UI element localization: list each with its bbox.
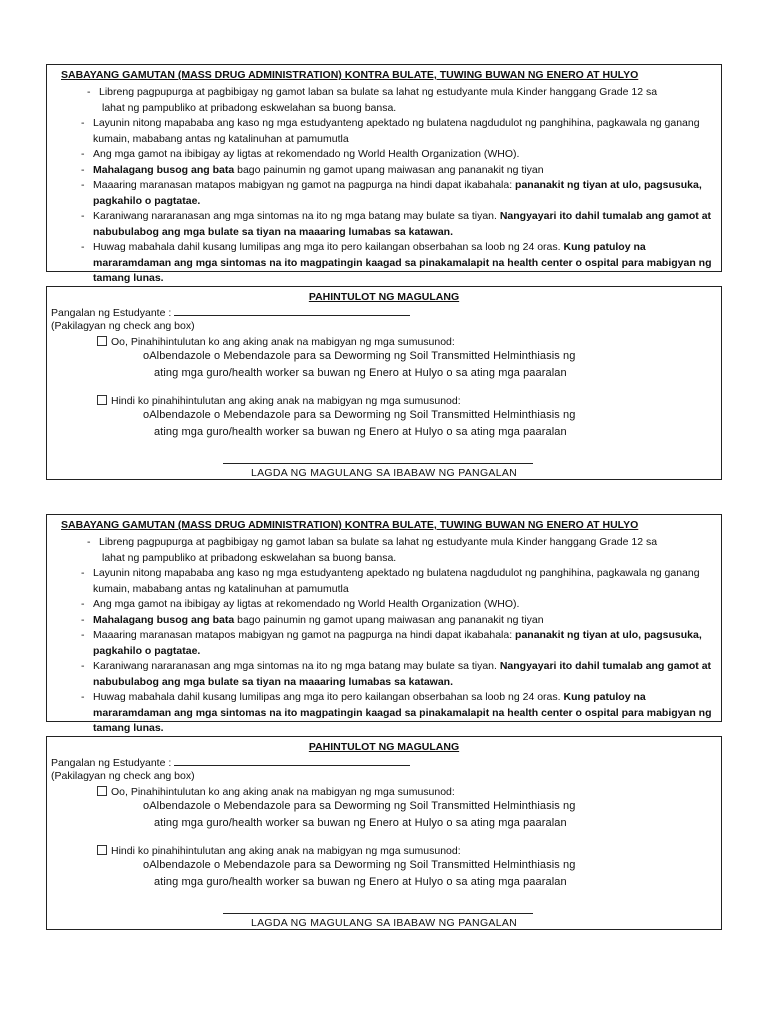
check-note: (Pakilagyan ng check ang box) [51, 770, 195, 782]
info-bullet: - Layunin nitong mapababa ang kaso ng mga estudyanteng apektado ng bulatena nagdudulot ng panghihina, pagkawala ng ganang kumain, mababang antas ng katalinuhan at pamumutla [81, 567, 700, 595]
signature-label: LAGDA NG MAGULANG SA IBABAW NG PANGALAN [250, 467, 518, 479]
info-bullet: - Ang mga gamot na ibibigay ay ligtas at rekomendado ng World Health Organization (WHO). [81, 147, 713, 163]
yes-option: oAlbendazole o Mebendazole para sa Deworming ng Soil Transmitted Helminthiasis ng ating mga guro/health worker sa buwan ng Enero at Hulyo o sa ating mga paaralan [143, 800, 576, 829]
consent-box [46, 286, 722, 480]
info-bullets [81, 85, 713, 287]
consent-no: Hindi ko pinahihintulutan ang aking anak na mabigyan ng mga sumusunod: [97, 845, 461, 857]
info-title: SABAYANG GAMUTAN (MASS DRUG ADMINISTRATION) KONTRA BULATE, TUWING BUWAN NG ENERO AT HULYO [61, 69, 639, 81]
dash-icon: - [81, 629, 85, 641]
info-bullet: - Ang mga gamot na ibibigay ay ligtas at rekomendado ng World Health Organization (WHO). [81, 597, 713, 613]
info-bullet: - Libreng pagpupurga at pagbibigay ng gamot laban sa bulate sa lahat ng estudyante mula Kinder hanggang Grade 12 sa lahat ng pampubliko at pribadong eskwelahan sa buong bansa. [87, 86, 658, 114]
dash-icon: - [81, 210, 85, 222]
info-bullet: - Maaaring maranasan matapos mabigyan ng gamot na pagpurga na hindi dapat ikabahala: pananakit ng tiyan at ulo, pagsusuka, pagkahilo o pagtatae. [81, 629, 702, 657]
info-box [46, 514, 722, 734]
info-bullet: - Huwag mabahala dahil kusang lumilipas ang mga ito pero kailangan obserbahan sa loob ng 24 oras. Kung patuloy na mararamdaman ang mga sintomas na ito magpatingin kaagad sa pinakamalapit na health center o ospital para mabigyan ng tamang lunas. [81, 241, 712, 284]
dash-icon: - [81, 598, 85, 610]
consent-box [46, 736, 722, 930]
dash-icon: - [81, 241, 85, 253]
no-option: oAlbendazole o Mebendazole para sa Deworming ng Soil Transmitted Helminthiasis ng ating mga guro/health worker sa buwan ng Enero at Hulyo o sa ating mga paaralan [143, 859, 576, 888]
signature-line[interactable] [223, 913, 533, 914]
no-checkbox[interactable] [97, 845, 107, 855]
no-checkbox[interactable] [97, 395, 107, 405]
dash-icon: - [81, 179, 85, 191]
signature-label: LAGDA NG MAGULANG SA IBABAW NG PANGALAN [250, 917, 518, 929]
info-bullet: - Layunin nitong mapababa ang kaso ng mga estudyanteng apektado ng bulatena nagdudulot ng panghihina, pagkawala ng ganang kumain, mababang antas ng katalinuhan at pamumutla [81, 117, 700, 145]
info-box [46, 64, 722, 284]
student-name-field[interactable] [174, 755, 410, 766]
yes-checkbox[interactable] [97, 336, 107, 346]
consent-yes: Oo, Pinahihintulutan ko ang aking anak na mabigyan ng mga sumusunod: [97, 336, 455, 348]
consent-title: PAHINTULOT NG MAGULANG [308, 741, 460, 753]
dash-icon: - [81, 691, 85, 703]
dash-icon: - [81, 613, 85, 626]
dash-icon: - [81, 148, 85, 160]
form-copy [0, 48, 768, 498]
dash-icon: - [81, 660, 85, 672]
dash-icon: - [87, 86, 91, 98]
student-name-field[interactable] [174, 305, 410, 316]
signature-line[interactable] [223, 463, 533, 464]
info-bullet: - Mahalagang busog ang bata bago painumin ng gamot upang maiwasan ang pananakit ng tiyan [81, 613, 713, 629]
consent-title: PAHINTULOT NG MAGULANG [308, 291, 460, 303]
student-name-line: Pangalan ng Estudyante : [51, 755, 410, 769]
info-bullet: - Mahalagang busog ang bata bago painumin ng gamot upang maiwasan ang pananakit ng tiyan [81, 163, 713, 179]
dash-icon: - [81, 567, 85, 579]
consent-yes: Oo, Pinahihintulutan ko ang aking anak na mabigyan ng mga sumusunod: [97, 786, 455, 798]
info-bullet: - Karaniwang nararanasan ang mga sintomas na ito ng mga batang may bulate sa tiyan. Nangyayari ito dahil tumalab ang gamot at nabubulabog ang mga bulate sa tiyan na maaaring lumabas sa katawan. [81, 210, 712, 238]
info-bullet: - Maaaring maranasan matapos mabigyan ng gamot na pagpurga na hindi dapat ikabahala: pananakit ng tiyan at ulo, pagsusuka, pagkahilo o pagtatae. [81, 179, 702, 207]
consent-no: Hindi ko pinahihintulutan ang aking anak na mabigyan ng mga sumusunod: [97, 395, 461, 407]
check-note: (Pakilagyan ng check ang box) [51, 320, 195, 332]
info-bullets [81, 535, 713, 737]
yes-option: oAlbendazole o Mebendazole para sa Deworming ng Soil Transmitted Helminthiasis ng ating mga guro/health worker sa buwan ng Enero at Hulyo o sa ating mga paaralan [143, 350, 576, 379]
info-bullet: - Karaniwang nararanasan ang mga sintomas na ito ng mga batang may bulate sa tiyan. Nangyayari ito dahil tumalab ang gamot at nabubulabog ang mga bulate sa tiyan na maaaring lumabas sa katawan. [81, 660, 712, 688]
no-option: oAlbendazole o Mebendazole para sa Deworming ng Soil Transmitted Helminthiasis ng ating mga guro/health worker sa buwan ng Enero at Hulyo o sa ating mga paaralan [143, 409, 576, 438]
student-name-line: Pangalan ng Estudyante : [51, 305, 410, 319]
info-bullet: - Huwag mabahala dahil kusang lumilipas ang mga ito pero kailangan obserbahan sa loob ng 24 oras. Kung patuloy na mararamdaman ang mga sintomas na ito magpatingin kaagad sa pinakamalapit na health center o ospital para mabigyan ng tamang lunas. [81, 691, 712, 734]
yes-checkbox[interactable] [97, 786, 107, 796]
dash-icon: - [87, 536, 91, 548]
dash-icon: - [81, 163, 85, 176]
dash-icon: - [81, 117, 85, 129]
info-title: SABAYANG GAMUTAN (MASS DRUG ADMINISTRATION) KONTRA BULATE, TUWING BUWAN NG ENERO AT HULYO [61, 519, 639, 531]
info-bullet: - Libreng pagpupurga at pagbibigay ng gamot laban sa bulate sa lahat ng estudyante mula Kinder hanggang Grade 12 sa lahat ng pampubliko at pribadong eskwelahan sa buong bansa. [87, 536, 658, 564]
form-copy [0, 498, 768, 948]
